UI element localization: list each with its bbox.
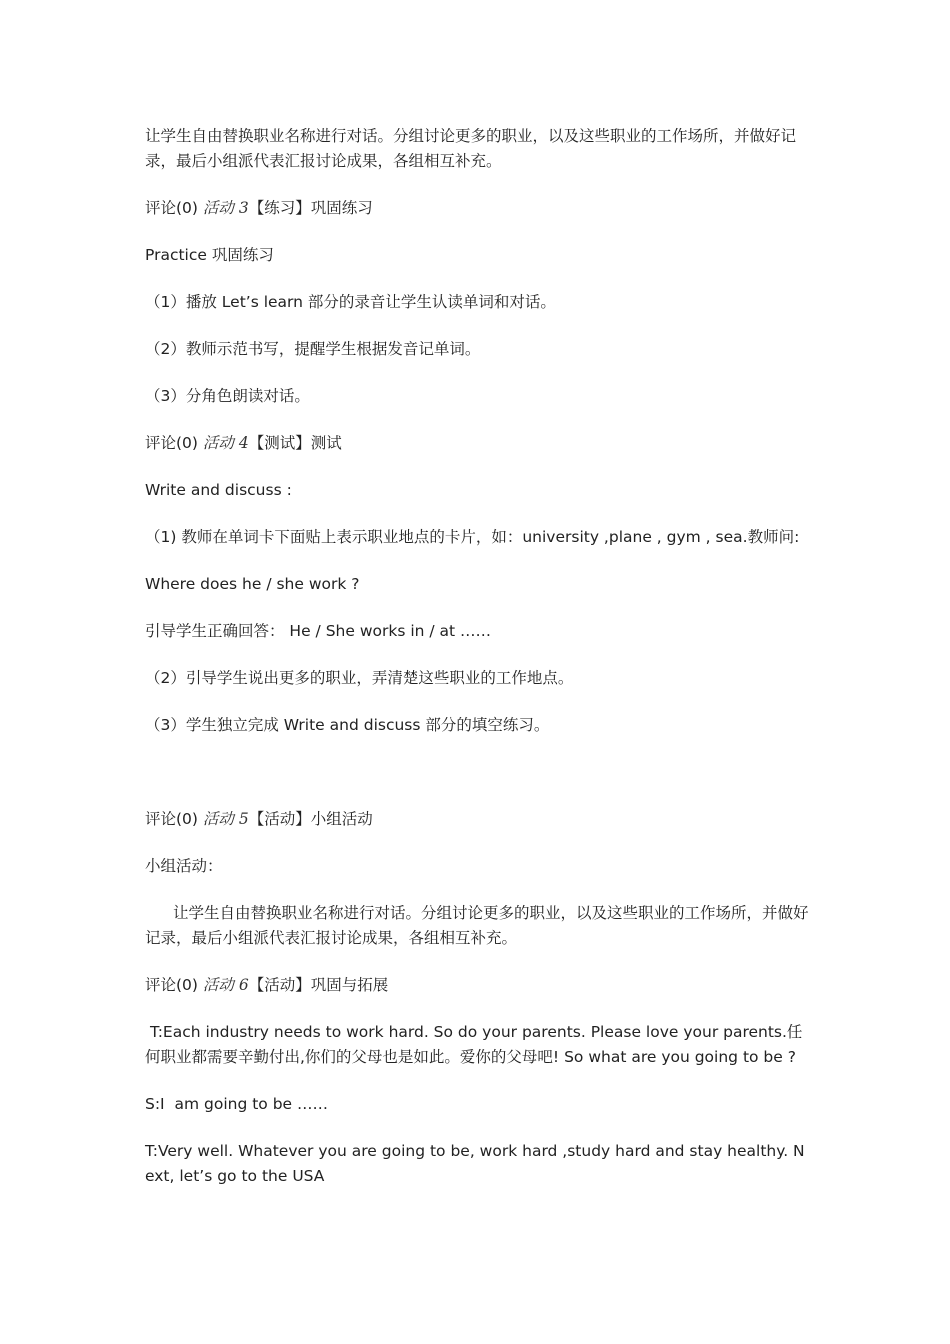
activity-title: 【测试】测试 <box>248 434 342 452</box>
paragraph-group-activity: 让学生自由替换职业名称进行对话。分组讨论更多的职业，以及这些职业的工作场所，并做好记录，最后小组派代表汇报讨论成果，各组相互补充。 <box>145 904 809 947</box>
paragraph-fill-blank: （3）学生独立完成 Write and discuss 部分的填空练习。 <box>145 716 550 734</box>
activity-label: 活动 6 <box>202 976 249 994</box>
paragraph-student: S:I am going to be …… <box>145 1095 329 1113</box>
activity-label: 活动 4 <box>202 434 249 452</box>
paragraph-teacher-2: T:Very well. Whatever you are going to be, work hard ,study hard and stay healthy. Next, let’s go to the USA <box>145 1142 805 1185</box>
paragraph-more-jobs: （2）引导学生说出更多的职业，弄清楚这些职业的工作地点。 <box>145 669 574 687</box>
paragraph-teacher-1: T:Each industry needs to work hard. So do your parents. Please love your parents.任何职业都需要辛勤付出,你们的父母也是如此。爱你的父母吧! So what are you going to be ? <box>145 1023 803 1066</box>
paragraph-answer: 引导学生正确回答： He / She works in / at …… <box>145 622 492 640</box>
paragraph-intro: 让学生自由替换职业名称进行对话。分组讨论更多的职业，以及这些职业的工作场所，并做好记录，最后小组派代表汇报讨论成果，各组相互补充。 <box>145 127 797 170</box>
activity-4-header <box>145 431 810 456</box>
comment-link[interactable]: 评论(0) <box>145 976 198 994</box>
paragraph-step-3: （3）分角色朗读对话。 <box>145 387 310 405</box>
activity-label: 活动 5 <box>202 810 249 828</box>
comment-link[interactable]: 评论(0) <box>145 199 198 217</box>
activity-title: 【活动】小组活动 <box>248 810 373 828</box>
document-body <box>145 124 810 1211</box>
activity-6-header <box>145 973 810 998</box>
paragraph-step-2: （2）教师示范书写，提醒学生根据发音记单词。 <box>145 340 481 358</box>
activity-3-header <box>145 196 810 221</box>
paragraph-group-label: 小组活动： <box>145 857 223 875</box>
paragraph-step-1: （1）播放 Let’s learn 部分的录音让学生认读单词和对话。 <box>145 293 556 311</box>
activity-5-header <box>145 807 810 832</box>
activity-title: 【练习】巩固练习 <box>248 199 373 217</box>
spacer <box>145 760 810 807</box>
comment-link[interactable]: 评论(0) <box>145 810 198 828</box>
paragraph-practice: Practice 巩固练习 <box>145 246 274 264</box>
paragraph-question: Where does he / she work ? <box>145 575 360 593</box>
paragraph-cards: （1) 教师在单词卡下面贴上表示职业地点的卡片，如：university ,plane , gym , sea.教师问: <box>145 528 800 546</box>
comment-link[interactable]: 评论(0) <box>145 434 198 452</box>
paragraph-write-discuss: Write and discuss : <box>145 481 292 499</box>
activity-label: 活动 3 <box>202 199 249 217</box>
activity-title: 【活动】巩固与拓展 <box>248 976 389 994</box>
